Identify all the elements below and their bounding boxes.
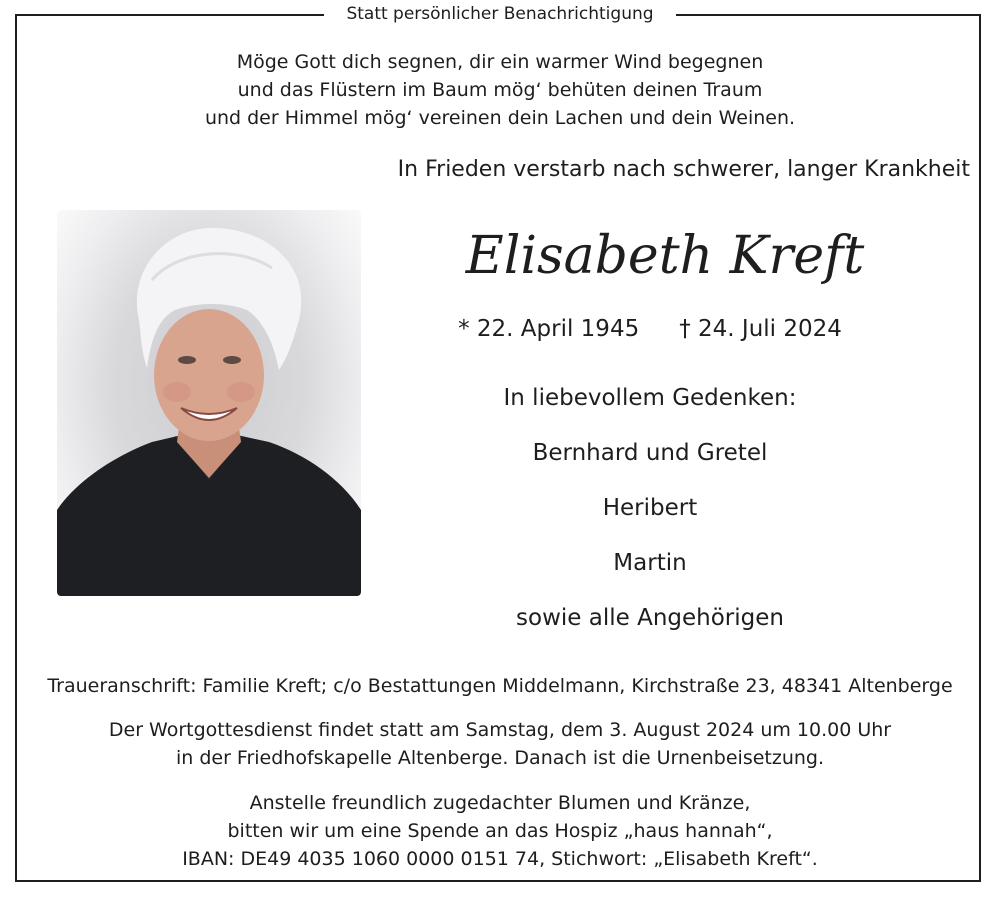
mourners-intro: In liebevollem Gedenken: xyxy=(503,385,797,411)
mourner-name: Heribert xyxy=(602,495,698,521)
mourner-name: Bernhard und Gretel xyxy=(532,440,768,466)
service-info xyxy=(0,716,1000,772)
deceased-name-signature xyxy=(430,205,900,305)
portrait-illustration xyxy=(57,210,361,596)
mourner-name: Martin xyxy=(613,550,687,576)
verse-line: Möge Gott dich segnen, dir ein warmer Wind begegnen xyxy=(236,51,764,73)
verse-line: und der Himmel mög‘ vereinen dein Lachen und dein Weinen. xyxy=(204,107,796,129)
death-date: † 24. Juli 2024 xyxy=(679,316,842,342)
verse-line: und das Flüstern im Baum mög‘ behüten deinen Traum xyxy=(237,79,763,101)
deceased-name: Elisabeth Kreft xyxy=(465,226,865,286)
service-line: in der Friedhofskapelle Altenberge. Danach ist die Urnenbeisetzung. xyxy=(175,747,825,769)
verse-block xyxy=(0,48,1000,132)
donation-line: IBAN: DE49 4035 1060 0000 0151 74, Stichwort: „Elisabeth Kreft“. xyxy=(182,848,818,870)
death-announcement: In Frieden verstarb nach schwerer, langer Krankheit xyxy=(397,157,970,182)
mourning-address xyxy=(0,672,1000,700)
header-title: Statt persönlicher Benachrichtigung xyxy=(324,4,675,24)
mourner-name: sowie alle Angehörigen xyxy=(516,605,784,631)
donation-line: bitten wir um eine Spende an das Hospiz „haus hannah“, xyxy=(227,820,773,842)
portrait-photo xyxy=(57,210,361,596)
life-dates xyxy=(405,312,895,346)
address-line: Traueranschrift: Familie Kreft; c/o Bestattungen Middelmann, Kirchstraße 23, 48341 Altenberge xyxy=(47,675,953,697)
birth-date: * 22. April 1945 xyxy=(458,316,640,342)
donation-line: Anstelle freundlich zugedachter Blumen und Kränze, xyxy=(249,792,751,814)
notice-header xyxy=(0,2,1000,26)
donation-info xyxy=(0,789,1000,873)
service-line: Der Wortgottesdienst findet statt am Samstag, dem 3. August 2024 um 10.00 Uhr xyxy=(108,719,892,741)
